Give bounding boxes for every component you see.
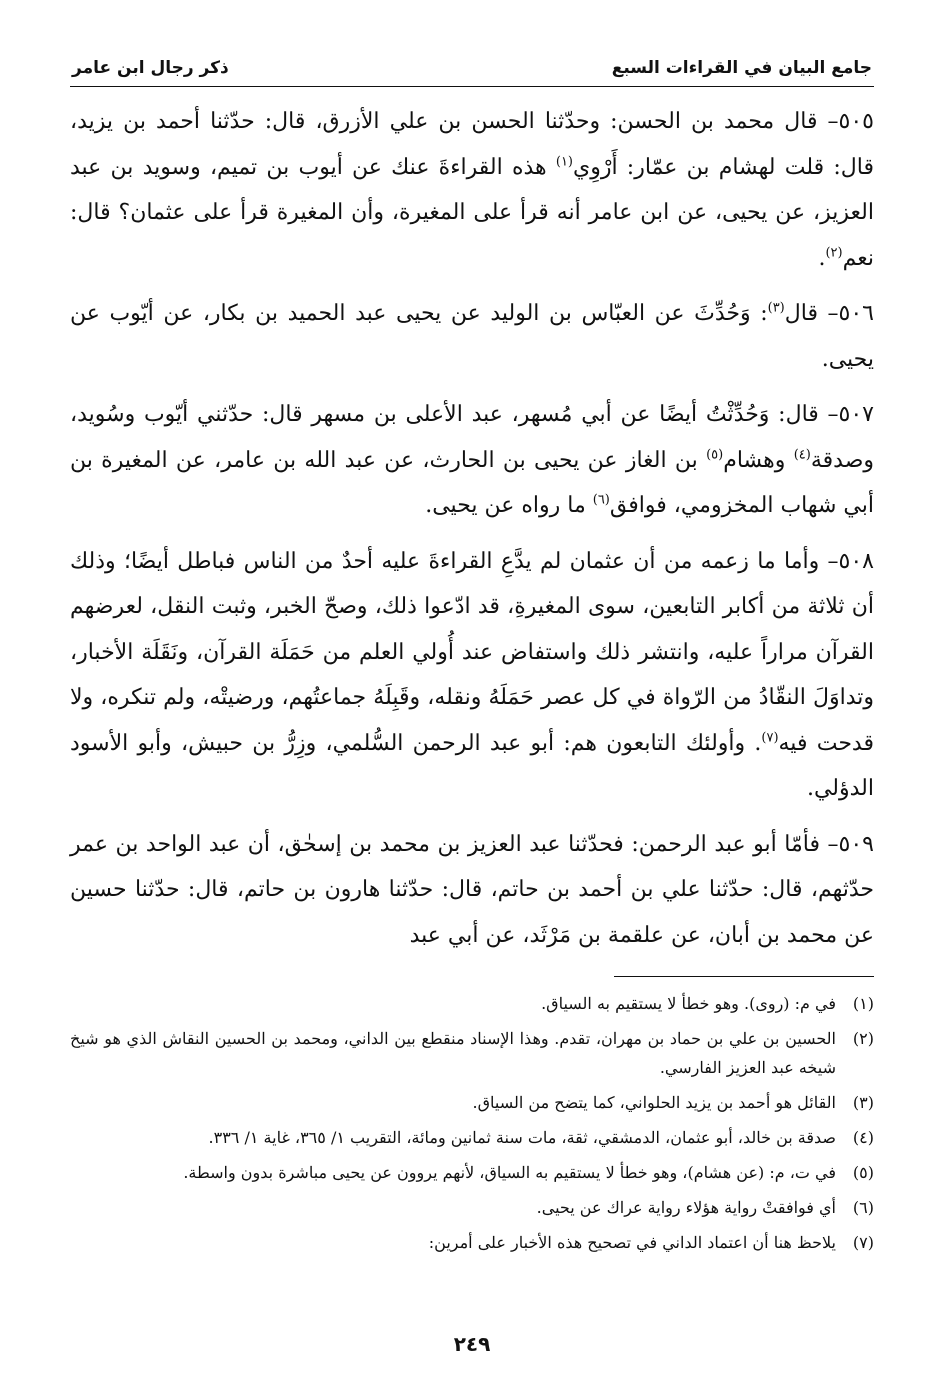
footnote-separator-wrap (70, 976, 874, 977)
text-segment: . وأولئك التابعون هم: أبو عبد الرحمن السُّلمي، وزِرُّ بن حبيش، وأبو الأسود الدؤلي. (70, 730, 874, 801)
paragraph-number: ٥٠٨– (827, 548, 874, 574)
footnote-ref: (٤) (793, 447, 811, 463)
footnote (70, 1088, 874, 1117)
footnote-mark: (٦) (852, 1198, 874, 1217)
footnote-mark: (٢) (852, 1029, 874, 1048)
footnote-text: أي فوافقتْ رواية هؤلاء رواية عراك عن يحيى. (536, 1198, 836, 1217)
footnote-text: يلاحظ هنا أن اعتماد الداني في تصحيح هذه الأخبار على أمرين: (428, 1233, 836, 1252)
footnote-ref: (٧) (761, 730, 779, 746)
text-segment: بن الغاز عن يحيى بن الحارث، عن عبد الله بن عامر، عن المغيرة بن أبي شهاب المخزومي، فوافق (70, 447, 874, 518)
paragraph (70, 822, 874, 959)
footnote-ref: (١) (555, 154, 573, 170)
footnote-ref: (٢) (825, 245, 843, 261)
footnote-text: في م: (روى). وهو خطأ لا يستقيم به السياق. (541, 994, 836, 1013)
text-segment: ما رواه عن يحيى. (425, 493, 593, 518)
section-title: ذكر رجال ابن عامر (72, 58, 229, 78)
text-segment: وهشام (723, 447, 794, 473)
book-title: جامع البيان في القراءات السبع (611, 58, 872, 78)
paragraph (70, 99, 874, 281)
footnote (70, 1123, 874, 1152)
text-segment: . (818, 245, 826, 271)
text-segment: : وَحُدِّثَ عن العبّاس بن الوليد عن يحيى عبد الحميد بن بكار، عن أيّوب عن يحيى. (70, 301, 874, 372)
footnote-ref: (٥) (706, 447, 724, 463)
footnote-mark: (٤) (852, 1128, 874, 1147)
text-segment: قال (784, 301, 828, 326)
footnote-mark: (١) (852, 994, 874, 1013)
footnote-separator (614, 976, 874, 977)
paragraph-number: ٥٠٥– (827, 109, 874, 134)
footnote (70, 1024, 874, 1082)
footnote-text: الحسين بن علي بن حماد بن مهران، تقدم. وهذا الإسناد منقطع بين الداني، ومحمد بن الحسين النقاش الذي هو شيخ شيخه عبد العزيز الفارسي. (70, 1029, 836, 1077)
paragraph (70, 291, 874, 382)
footnote-mark: (٧) (852, 1233, 874, 1252)
text-segment: فأمّا أبو عبد الرحمن: فحدّثنا عبد العزيز بن محمد بن إسحٰق، أن عبد الواحد بن عمر حدّثهم، قال: حدّثنا علي بن أحمد بن حاتم، قال: حدّثنا هارون بن حاتم، قال: حدّثنا حسين عن محمد بن أبان، عن علقمة بن مَرْثَد، عن أبي عبد (70, 831, 874, 948)
paragraph (70, 539, 874, 812)
footnote (70, 989, 874, 1018)
text-segment: قال محمد بن الحسن: وحدّثنا الحسن بن علي الأزرق، قال: حدّثنا أحمد بن يزيد، قال: قلت لهشام بن عمّار: أَرْوِي (70, 109, 874, 180)
page-number: ٢٤٩ (453, 1332, 491, 1356)
footnote-ref: (٦) (592, 492, 610, 508)
footnote-mark: (٥) (852, 1163, 874, 1182)
main-text (70, 99, 874, 958)
text-segment: قال: وَحُدِّثْتُ أيضًا عن أبي مُسهر، عبد الأعلى بن مسهر قال: حدّثني أيّوب وسُويد، وصدقة (70, 402, 874, 473)
footnotes (70, 989, 874, 1257)
footnote-text: في ت، م: (عن هشام)، وهو خطأ لا يستقيم به السياق، لأنهم يروون عن يحيى مباشرة بدون واسطة. (183, 1163, 836, 1182)
text-segment: هذه القراءةَ عنك عن أيوب بن تميم، وسويد بن عبد العزيز، عن يحيى، عن ابن عامر أنه قرأ على المغيرة، وأن المغيرة قرأ على عثمان؟ قال: نعم (70, 154, 874, 271)
footnote (70, 1193, 874, 1222)
running-header (70, 58, 874, 87)
footnote (70, 1228, 874, 1257)
footnote-ref: (٣) (767, 300, 785, 316)
footnote (70, 1158, 874, 1187)
paragraph-number: ٥٠٩– (827, 831, 874, 857)
paragraph-number: ٥٠٦– (827, 301, 874, 326)
paragraph (70, 392, 874, 529)
text-segment: وأما ما زعمه من أن عثمان لم يدَّعِ القراءةَ عليه أحدٌ من الناس فباطل أيضًا؛ وذلك أن ثلاثة من أكابر التابعين، سوى المغيرةِ، قد ادّعوا ذلك، وصحّ الخبر، وثبت النقل، لعرضهم القرآن مراراً عليه، وانتشر ذلك واستفاض عند أُولي العلم من حَمَلَة القرآن، ونَقَلَة الأخبار، وتداوَلَ النقّادُ من الرّواة في كل عصر حَمَلَهُ ونقله، وقَبِلَهُ جماعتُهم، ورضيتْه، ولم تنكره، ولا قدحت فيه (70, 548, 874, 756)
footnote-mark: (٣) (852, 1093, 874, 1112)
footnote-text: القائل هو أحمد بن يزيد الحلواني، كما يتضح من السياق. (472, 1093, 836, 1112)
paragraph-number: ٥٠٧– (827, 402, 874, 427)
footnote-text: صدقة بن خالد، أبو عثمان، الدمشقي، ثقة، مات سنة ثمانين ومائة، التقريب ١/ ٣٦٥، غاية ١/ ٣٣٦. (208, 1128, 836, 1147)
